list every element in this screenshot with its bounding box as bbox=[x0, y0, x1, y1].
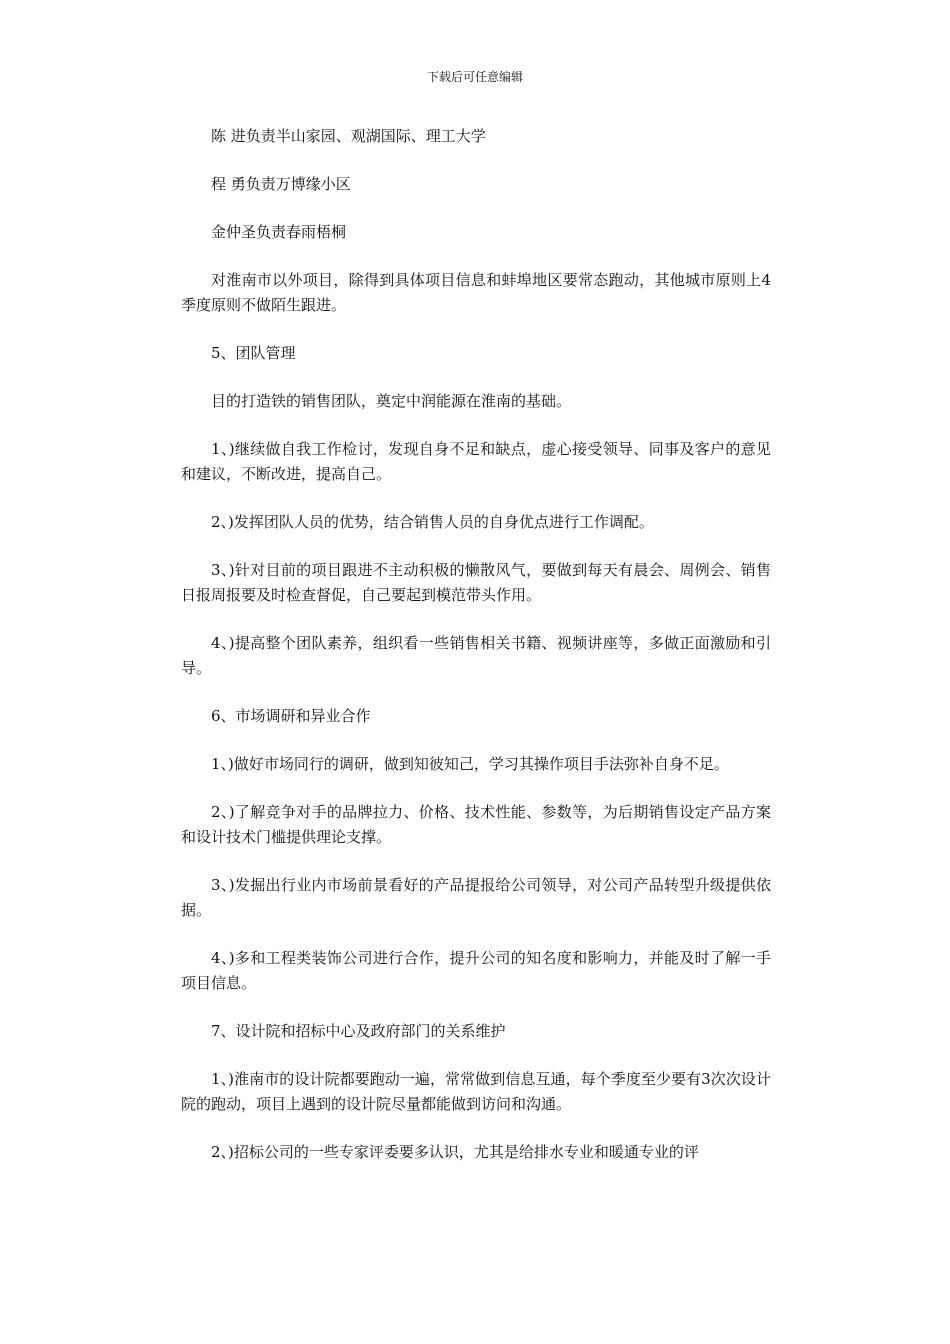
list-item: 4、)提高整个团队素养，组织看一些销售相关书籍、视频讲座等，多做正面激励和引导。 bbox=[181, 634, 771, 677]
section-heading: 6、市场调研和异业合作 bbox=[211, 707, 371, 725]
list-item: 2、)招标公司的一些专家评委要多认识，尤其是给排水专业和暖通专业的评 bbox=[211, 1143, 699, 1161]
list-item: 2、)发挥团队人员的优势，结合销售人员的自身优点进行工作调配。 bbox=[211, 513, 654, 531]
list-item: 1、)淮南市的设计院都要跑动一遍，常常做到信息互通，每个季度至少要有3次次设计院的跑动，项目上遇到的设计院尽量都能做到访问和沟通。 bbox=[181, 1070, 771, 1113]
document-body bbox=[181, 124, 771, 1188]
paragraph: 陈 进负责半山家园、观湖国际、理工大学 bbox=[211, 127, 486, 145]
paragraph: 金仲圣负责春雨梧桐 bbox=[211, 223, 347, 241]
section-heading: 5、团队管理 bbox=[211, 344, 296, 362]
list-item: 1、)继续做自我工作检讨，发现自身不足和缺点，虚心接受领导、同事及客户的意见和建议，不断改进，提高自己。 bbox=[181, 440, 771, 483]
paragraph: 目的打造铁的销售团队，奠定中润能源在淮南的基础。 bbox=[211, 392, 572, 410]
list-item: 1、)做好市场同行的调研，做到知彼知己，学习其操作项目手法弥补自身不足。 bbox=[211, 755, 729, 773]
paragraph: 程 勇负责万博缘小区 bbox=[211, 175, 351, 193]
list-item: 4、)多和工程类装饰公司进行合作，提升公司的知名度和影响力，并能及时了解一手项目信息。 bbox=[181, 949, 771, 992]
section-heading: 7、设计院和招标中心及政府部门的关系维护 bbox=[211, 1022, 506, 1040]
list-item: 3、)针对目前的项目跟进不主动积极的懒散风气，要做到每天有晨会、周例会、销售日报周报要及时检查督促，自己要起到模范带头作用。 bbox=[181, 561, 771, 604]
list-item: 2、)了解竞争对手的品牌拉力、价格、技术性能、参数等，为后期销售设定产品方案和设计技术门槛提供理论支撑。 bbox=[181, 803, 771, 846]
paragraph: 对淮南市以外项目，除得到具体项目信息和蚌埠地区要常态跑动，其他城市原则上4季度原则不做陌生跟进。 bbox=[181, 271, 771, 314]
list-item: 3、)发掘出行业内市场前景看好的产品提报给公司领导，对公司产品转型升级提供依据。 bbox=[181, 876, 771, 919]
page-header-note: 下载后可任意编辑 bbox=[426, 70, 523, 84]
